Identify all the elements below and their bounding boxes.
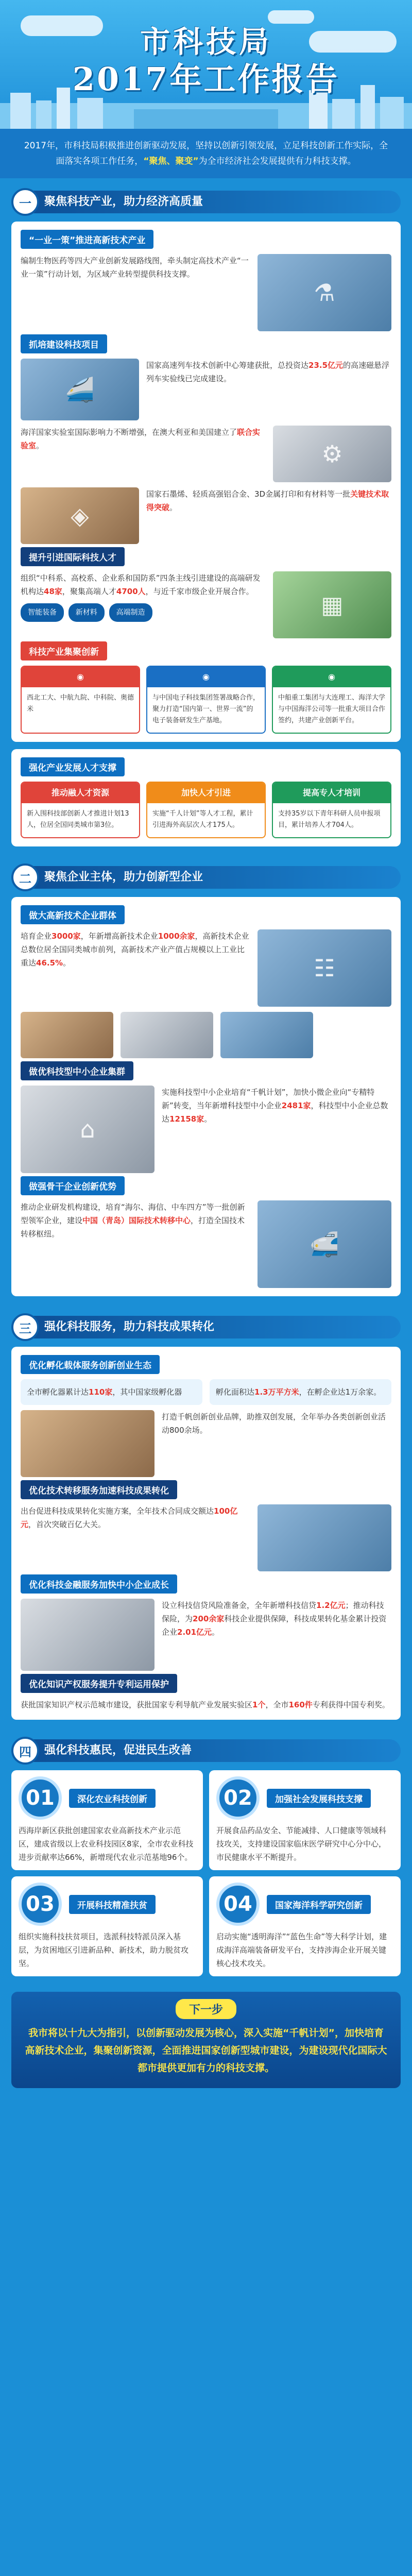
item-title: 国家海洋科学研究创新 xyxy=(267,1895,371,1914)
section-4 xyxy=(0,1727,412,1984)
industry-item xyxy=(21,666,140,734)
report-title-line1: 市科技局 xyxy=(140,24,272,59)
item-title: 加强社会发展科技支撑 xyxy=(267,1789,371,1808)
industry-item xyxy=(146,666,266,734)
section-number-badge: 一 xyxy=(11,188,39,216)
industry-item-icon: ◉ xyxy=(22,667,139,687)
talent-box-text: 新入围科技部创新人才推进计划13人，位居全国同类城市第3位。 xyxy=(27,810,129,829)
section-number-badge: 四 xyxy=(11,1737,39,1765)
incubator-box: 全市孵化器累计达110家，其中国家级孵化器 xyxy=(21,1379,202,1405)
section-2-title: 聚焦企业主体，助力创新型企业 xyxy=(29,866,401,889)
tech-transfer-photo xyxy=(258,1504,391,1571)
section-2 xyxy=(0,854,412,1303)
section-3-banner xyxy=(11,1313,401,1342)
train-icon: 🚄 xyxy=(65,375,95,403)
livelihood-item xyxy=(209,1876,401,1976)
subsection-tab: 抓培建设科技项目 xyxy=(21,334,107,353)
ocean-lab-photo xyxy=(273,426,391,482)
section-4-banner xyxy=(11,1736,401,1765)
livelihood-item xyxy=(11,1876,203,1976)
item-text: 开展食品药品安全、节能减排、人口健康等领域科技攻关，支持建设国家临床医学研究中心分中心，市民健康水平不断提升。 xyxy=(216,1826,387,1862)
subsection-text: 国家高速列车技术创新中心筹建获批，总投资达23.5亿元的高速磁悬浮列车实验线已完成建设。 xyxy=(146,361,390,383)
section-1-title: 聚焦科技产业，助力经济高质量 xyxy=(29,191,401,213)
subsection-tab: 优化技术转移服务加速科技成果转化 xyxy=(21,1480,177,1499)
talent-box-title: 提高专人才培训 xyxy=(273,783,390,803)
report-title-line2: 2017年工作报告 xyxy=(72,60,340,98)
hero-banner xyxy=(0,0,412,129)
item-number: 03 xyxy=(19,1883,62,1926)
talent-card xyxy=(11,749,401,846)
talent-box xyxy=(21,782,140,838)
subsection-tab: 优化孵化载体服务创新创业生态 xyxy=(21,1355,160,1374)
item-number: 01 xyxy=(19,1776,62,1820)
section-number-badge: 二 xyxy=(11,863,39,891)
material-photo xyxy=(21,487,139,544)
intro-highlight: “聚焦、聚变” xyxy=(143,156,199,166)
conference-photo xyxy=(258,929,391,1007)
section-4-title: 强化科技惠民，促进民生改善 xyxy=(29,1739,401,1762)
next-steps-panel xyxy=(11,1992,401,2088)
industry-item-icon: ◉ xyxy=(147,667,265,687)
intro-text: 2017年，市科技局积极推进创新驱动发展，坚持以创新引领发展，立足科技创新工作实际，全面落实各项工作任务， xyxy=(24,141,388,166)
tag-pill: 新材料 xyxy=(68,603,105,622)
sme-photo xyxy=(21,1086,154,1173)
item-title: 开展科技精准扶贫 xyxy=(69,1895,156,1914)
item-title: 深化农业科技创新 xyxy=(69,1789,156,1808)
subsection-text: 组织“中科系、高校系、企业系和国防系”四条主线引进建设的高端研发机构达48家，聚集高端人才4700人，与近千家市级企业开展合作。 智能装备 新材料 高端制造 xyxy=(21,571,266,638)
subsection-text: 打造千帆创新创业品牌，助推双创发展，全年举办各类创新创业活动800余场。 xyxy=(162,1412,386,1435)
section-1-card xyxy=(11,222,401,742)
section-3-card xyxy=(11,1347,401,1720)
biotech-photo xyxy=(258,254,391,331)
subsection-tab: 优化知识产权服务提升专利运用保护 xyxy=(21,1674,177,1693)
subsection-text: 国家石墨烯、轻质高强铝合金、3D金属打印和有材料等一批关键技术取得突破。 xyxy=(146,489,389,512)
subsection-tab: 优化科技金融服务加快中小企业成长 xyxy=(21,1574,177,1594)
livelihood-item xyxy=(11,1770,203,1870)
intro-tail: 为全市经济社会发展提供有力科技支撑。 xyxy=(198,156,356,166)
subsection-tab: 做优科技型中小企业集群 xyxy=(21,1061,133,1080)
research-institute-photo xyxy=(273,571,391,638)
intro-paragraph xyxy=(0,129,412,178)
incubator-box: 孵化面积达1.3万平方米，在孵企业达1万余家。 xyxy=(210,1379,391,1405)
industry-item-text: 西北工大、中航九院、中科院、奥德米 xyxy=(27,694,134,713)
item-text: 启动实施“透明海洋”“蓝色生命”等大科学计划，建成海洋高端装备研发平台，支持涉海企业开展关键核心技术攻关。 xyxy=(216,1932,387,1968)
subsection-tab: 做大高新技术企业群体 xyxy=(21,905,125,924)
innovation-event-photo xyxy=(21,1410,154,1477)
subsection-text: 编制生物医药等四大产业创新发展路线图，牵头制定高技术产业“一业一策”行动计划，为区域产业转型提供科技支撑。 xyxy=(21,256,249,279)
section-number-badge: 三 xyxy=(11,1313,39,1341)
subsection-tab: 强化产业发展人才支撑 xyxy=(21,757,125,776)
next-steps-title: 下一步 xyxy=(176,1999,236,2019)
section-2-card xyxy=(11,897,401,1296)
next-steps-text: 我市将以十九大为指引，以创新驱动发展为核心，深入实施“千帆计划”，加快培育高新技术企业，集聚创新资源，全面推进国家创新型城市建设，为建设现代化国际大都市提供更加有力的科技支撑。 xyxy=(25,2027,387,2074)
finance-forum-photo xyxy=(21,1599,154,1671)
subsection-tab: 提升引进国际科技人才 xyxy=(21,547,125,566)
subsection-text: 出台促进科技成果转化实施方案，全年技术合同成交额达100亿元，首次突破百亿大关。 xyxy=(21,1506,238,1529)
microscope-icon: ⚗ xyxy=(314,279,335,307)
talent-box-text: 支持35岁以下青年科研人员申报项目，累计培养人才704人。 xyxy=(278,810,381,829)
talent-box-title: 加快人才引进 xyxy=(147,783,265,803)
subsection-tab: 科技产业集聚创新 xyxy=(21,641,107,660)
building-icon: ▦ xyxy=(321,591,344,619)
talent-box xyxy=(272,782,391,838)
subsection-tab: 做强骨干企业创新优势 xyxy=(21,1176,125,1195)
tag-pill: 智能装备 xyxy=(21,603,64,622)
meeting-icon: ☷ xyxy=(314,954,335,982)
event-photo xyxy=(121,1012,213,1058)
event-photo xyxy=(220,1012,313,1058)
high-speed-train-photo xyxy=(21,359,139,420)
livelihood-grid xyxy=(11,1770,401,1976)
section-3-title: 强化科技服务，助力科技成果转化 xyxy=(29,1316,401,1338)
event-photo xyxy=(21,1012,113,1058)
lab-icon: ⚙ xyxy=(321,440,343,468)
talent-box xyxy=(146,782,266,838)
subsection-text: 海洋国家实验室国际影响力不断增强，在澳大利亚和美国建立了联合实验室。 xyxy=(21,428,261,450)
livelihood-item xyxy=(209,1770,401,1870)
industry-item xyxy=(272,666,391,734)
talent-box-title: 推动融人才资源 xyxy=(22,783,139,803)
industry-item-text: 与中国电子科技集团签署战略合作，聚力打造“国内第一、世界一流”的电子装备研发生产基地。 xyxy=(152,694,260,724)
section-3 xyxy=(0,1303,412,1727)
subsection-text: 实施科技型中小企业培育“千帆计划”，加快小微企业向“专精特新”转变，当年新增科技型中小企业2481家，科技型中小企业总数达12158家。 xyxy=(162,1088,388,1124)
subsection-text: 培育企业3000家，年新增高新技术企业1000余家，高新技术企业总数位居全国同类城市前列，高新技术产业产值占规模以上工业比重达46.5%。 xyxy=(21,931,249,968)
subsection-text: 获批国家知识产权示范城市建设，获批国家专利导航产业发展实验区1个，全市160件专利获得中国专利奖。 xyxy=(21,1700,390,1709)
item-text: 西海岸新区获批创建国家农业高新技术产业示范区，建成省级以上农业科技园区8家，全市农业科技进步贡献率达66%，新增现代农业示范基地96个。 xyxy=(19,1826,194,1862)
subsection-text: 推动企业研发机构建设，培育“海尔、海信、中车四方”等一批创新型领军企业，建设中国（青岛）国际技术转移中心，打造全国技术转移枢纽。 xyxy=(21,1202,245,1239)
item-number: 04 xyxy=(216,1883,260,1926)
maglev-train-photo xyxy=(258,1200,391,1288)
material-icon: ◈ xyxy=(71,502,89,530)
item-text: 组织实施科技扶贫项目，选派科技特派员深入基层，为贫困地区引进新品种、新技术，助力脱贫攻坚。 xyxy=(19,1932,189,1968)
subsection-tab: “一业一策”推进高新技术产业 xyxy=(21,230,153,249)
section-1 xyxy=(0,178,412,854)
talent-box-text: 实施“千人计划”等人才工程，累计引进海外高层次人才175人。 xyxy=(152,810,253,829)
section-2-banner xyxy=(11,863,401,892)
industry-item-text: 中船重工集团与大连理工、海洋大学与中国海洋公司等一批重大项目合作签约，共建产业创新平台。 xyxy=(278,694,386,724)
industry-item-icon: ◉ xyxy=(273,667,390,687)
tag-pill: 高端制造 xyxy=(109,603,152,622)
train-icon: 🚅 xyxy=(310,1230,339,1258)
subsection-text: 设立科技信贷风险准备金，全年新增科技信贷1.2亿元；推动科技保险，为200余家科技企业提供保障，科技成果转化基金累计投资企业2.01亿元。 xyxy=(162,1601,387,1637)
item-number: 02 xyxy=(216,1776,260,1820)
factory-icon: ⌂ xyxy=(80,1115,95,1143)
section-1-banner xyxy=(11,188,401,216)
